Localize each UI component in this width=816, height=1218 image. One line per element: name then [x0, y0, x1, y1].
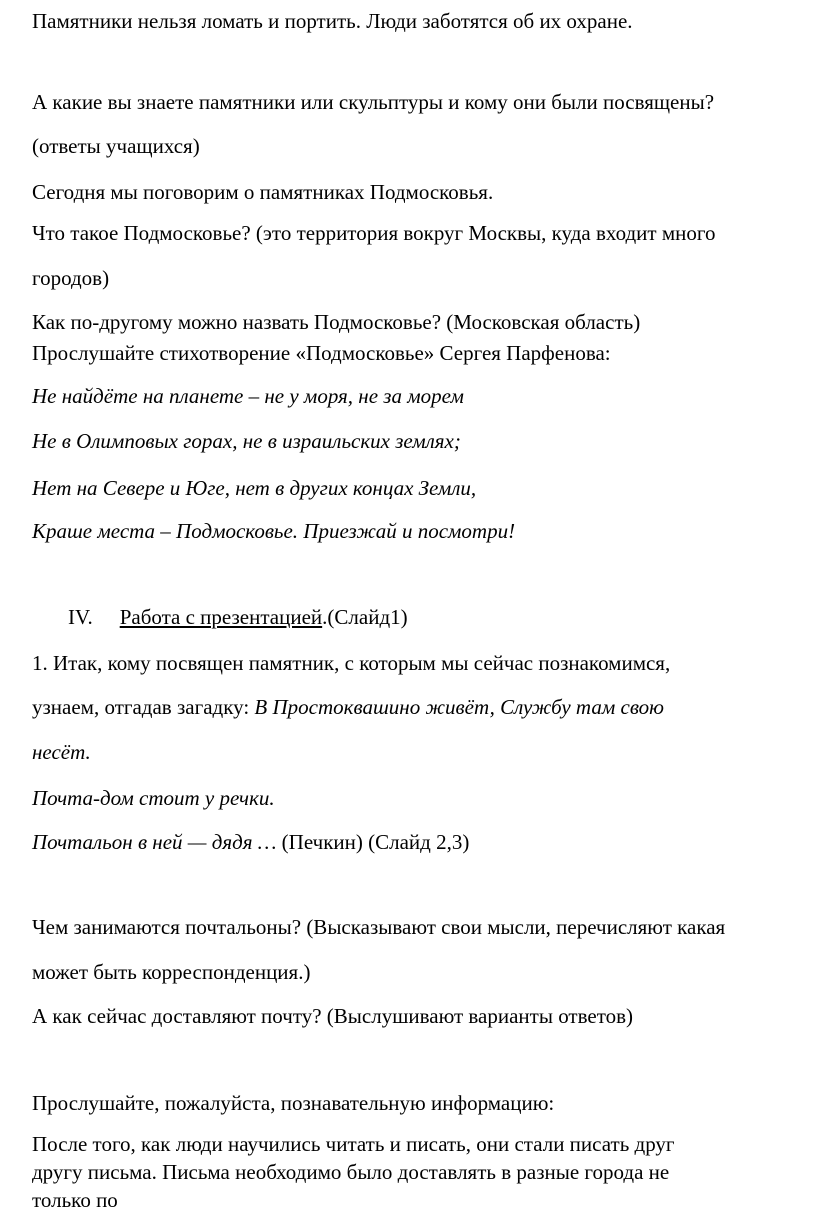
riddle-plain-text: узнаем, отгадав загадку:	[32, 695, 255, 719]
question-known-monuments: А какие вы знаете памятники или скульптуры и кому они были посвящены?	[32, 90, 715, 114]
today-topic: Сегодня мы поговорим о памятниках Подмосковья.	[32, 180, 494, 204]
info-paragraph-line: только по	[32, 1188, 118, 1212]
riddle-line	[32, 694, 664, 720]
section-heading	[68, 604, 408, 630]
riddle-answer: (Печкин) (Слайд 2,3)	[276, 830, 470, 854]
postmen-continuation: может быть корреспонденция.)	[32, 960, 311, 984]
poem-line: Нет на Севере и Юге, нет в других концах Земли,	[32, 476, 477, 500]
students-answers-note: (ответы учащихся)	[32, 134, 200, 158]
riddle-italic-text: В Простоквашино живёт, Службу там свою	[254, 695, 664, 719]
riddle-line	[32, 829, 469, 855]
paragraph-monuments-protection: Памятники нельзя ломать и портить. Люди заботятся об их охране.	[32, 9, 633, 33]
section-number: IV.	[68, 605, 93, 629]
poem-line: Не найдёте на планете – не у моря, не за морем	[32, 384, 464, 408]
section-title: Работа с презентацией	[119, 605, 323, 629]
question-mail-delivery: А как сейчас доставляют почту? (Выслушивают варианты ответов)	[32, 1004, 634, 1028]
riddle-line: несёт.	[32, 740, 91, 764]
question-postmen: Чем занимаются почтальоны? (Высказывают свои мысли, перечисляют какая	[32, 915, 726, 939]
info-paragraph-line: другу письма. Письма необходимо было доставлять в разные города не	[32, 1160, 670, 1184]
question-other-name: Как по-другому можно назвать Подмосковье? (Московская область)	[32, 310, 641, 334]
info-intro: Прослушайте, пожалуйста, познавательную информацию:	[32, 1091, 555, 1115]
section-slide-ref: .(Слайд1)	[322, 605, 408, 629]
riddle-line: Почта-дом стоит у речки.	[32, 786, 275, 810]
info-paragraph-line: После того, как люди научились читать и писать, они стали писать друг	[32, 1132, 675, 1156]
poem-intro: Прослушайте стихотворение «Подмосковье» Сергея Парфенова:	[32, 341, 611, 365]
question-what-is-podmoskovye: Что такое Подмосковье? (это территория вокруг Москвы, куда входит много	[32, 221, 716, 245]
poem-line: Не в Олимповых горах, не в израильских землях;	[32, 429, 461, 453]
poem-line: Краше места – Подмосковье. Приезжай и посмотри!	[32, 519, 516, 543]
riddle-italic-text: Почтальон в ней — дядя …	[32, 830, 277, 854]
riddle-intro: 1. Итак, кому посвящен памятник, с которым мы сейчас познакомимся,	[32, 651, 671, 675]
answer-continuation: городов)	[32, 266, 110, 290]
